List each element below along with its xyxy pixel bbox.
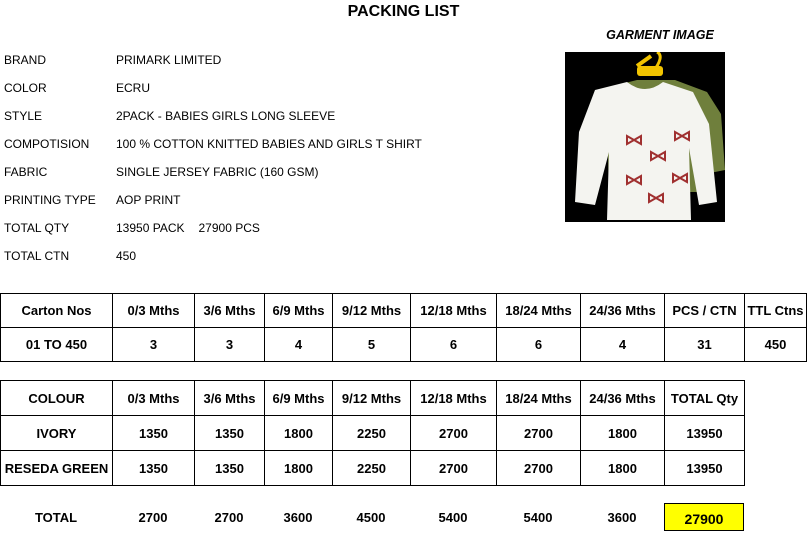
header-cell: 24/36 Mths bbox=[581, 381, 665, 416]
header-cell: 12/18 Mths bbox=[411, 294, 497, 328]
info-value: ECRU bbox=[116, 81, 151, 95]
table-cell: 6 bbox=[411, 328, 497, 362]
info-value: 2PACK - BABIES GIRLS LONG SLEEVE bbox=[116, 109, 336, 123]
total-qty-pcs: 27900 PCS bbox=[198, 221, 260, 235]
header-cell: TTL Ctns bbox=[745, 294, 807, 328]
header-cell: 12/18 Mths bbox=[411, 381, 497, 416]
info-value: SINGLE JERSEY FABRIC (160 GSM) bbox=[116, 165, 319, 179]
info-value: 100 % COTTON KNITTED BABIES AND GIRLS T SHIRT bbox=[116, 137, 422, 151]
table-cell: 2700 bbox=[411, 416, 497, 451]
header-cell: 0/3 Mths bbox=[113, 381, 195, 416]
header-cell: 3/6 Mths bbox=[195, 381, 265, 416]
table-cell: 1800 bbox=[581, 416, 665, 451]
table-cell: 3 bbox=[195, 328, 265, 362]
garment-photo bbox=[565, 52, 725, 222]
info-value: 450 bbox=[116, 249, 137, 263]
table-cell: 1800 bbox=[581, 451, 665, 486]
header-cell: COLOUR bbox=[1, 381, 113, 416]
info-label: COMPOTISION bbox=[4, 137, 90, 151]
total-value: 4500 bbox=[356, 510, 386, 525]
table-cell: 2700 bbox=[497, 451, 581, 486]
info-label: TOTAL CTN bbox=[4, 249, 70, 263]
total-value: 3600 bbox=[607, 510, 637, 525]
table-cell: 13950 bbox=[665, 451, 745, 486]
info-label: FABRIC bbox=[4, 165, 48, 179]
table-cell: 1800 bbox=[265, 451, 333, 486]
table-cell: 2700 bbox=[497, 416, 581, 451]
table-cell: 5 bbox=[333, 328, 411, 362]
header-cell: 18/24 Mths bbox=[497, 294, 581, 328]
header-cell: Carton Nos bbox=[1, 294, 113, 328]
colour-header-row bbox=[1, 381, 745, 416]
header-cell: 18/24 Mths bbox=[497, 381, 581, 416]
total-value: 5400 bbox=[438, 510, 468, 525]
info-label: STYLE bbox=[4, 109, 43, 123]
table-cell: 6 bbox=[497, 328, 581, 362]
info-value bbox=[116, 221, 260, 235]
header-cell: 0/3 Mths bbox=[113, 294, 195, 328]
header-cell: 24/36 Mths bbox=[581, 294, 665, 328]
table-cell: IVORY bbox=[1, 416, 113, 451]
table-cell: 2250 bbox=[333, 451, 411, 486]
table-cell: RESEDA GREEN bbox=[1, 451, 113, 486]
total-value: 3600 bbox=[283, 510, 313, 525]
header-cell: 3/6 Mths bbox=[195, 294, 265, 328]
table-cell: 1350 bbox=[195, 416, 265, 451]
table-cell: 3 bbox=[113, 328, 195, 362]
table-row bbox=[1, 451, 745, 486]
carton-table bbox=[0, 293, 807, 362]
table-cell: 1350 bbox=[195, 451, 265, 486]
table-row bbox=[1, 416, 745, 451]
table-cell: 31 bbox=[665, 328, 745, 362]
header-cell: 6/9 Mths bbox=[265, 381, 333, 416]
table-cell: 450 bbox=[745, 328, 807, 362]
table-row bbox=[1, 328, 807, 362]
header-cell: 9/12 Mths bbox=[333, 294, 411, 328]
info-value: PRIMARK LIMITED bbox=[116, 53, 222, 67]
grand-total: 27900 bbox=[664, 503, 744, 531]
header-cell: 9/12 Mths bbox=[333, 381, 411, 416]
total-value: 2700 bbox=[138, 510, 168, 525]
page-title: PACKING LIST bbox=[347, 3, 460, 20]
table-cell: 1350 bbox=[113, 451, 195, 486]
table-cell: 2250 bbox=[333, 416, 411, 451]
total-value: 2700 bbox=[214, 510, 244, 525]
header-cell: TOTAL Qty bbox=[665, 381, 745, 416]
table-cell: 13950 bbox=[665, 416, 745, 451]
header-cell: PCS / CTN bbox=[665, 294, 745, 328]
info-label: BRAND bbox=[4, 53, 47, 67]
table-cell: 4 bbox=[581, 328, 665, 362]
carton-header-row bbox=[1, 294, 807, 328]
info-value: AOP PRINT bbox=[116, 193, 181, 207]
totals-row bbox=[0, 503, 807, 531]
table-cell: 1350 bbox=[113, 416, 195, 451]
table-cell: 2700 bbox=[411, 451, 497, 486]
header-cell: 6/9 Mths bbox=[265, 294, 333, 328]
garment-image-label: GARMENT IMAGE bbox=[606, 28, 714, 42]
table-cell: 01 TO 450 bbox=[1, 328, 113, 362]
total-qty-packs: 13950 PACK bbox=[116, 221, 185, 235]
table-cell: 1800 bbox=[265, 416, 333, 451]
table-cell: 4 bbox=[265, 328, 333, 362]
totals-label: TOTAL bbox=[34, 510, 78, 525]
info-label: TOTAL QTY bbox=[4, 221, 70, 235]
info-label: PRINTING TYPE bbox=[4, 193, 96, 207]
total-value: 5400 bbox=[523, 510, 553, 525]
info-label: COLOR bbox=[4, 81, 47, 95]
colour-table bbox=[0, 380, 745, 486]
